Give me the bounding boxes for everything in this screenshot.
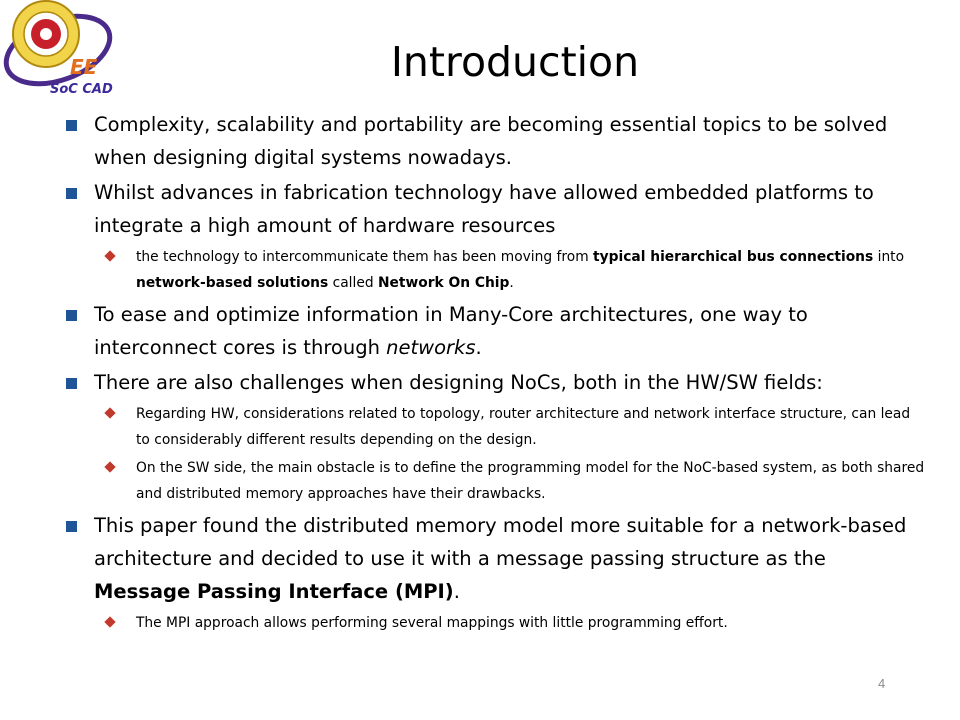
slide-title: Introduction xyxy=(390,38,640,86)
bullet-text: Complexity, scalability and portability are becoming essential topics to be solved when designing digital systems nowadays. xyxy=(94,113,888,169)
diamond-bullet-icon xyxy=(104,407,115,418)
page-number: 4 xyxy=(878,676,886,691)
bullet-item xyxy=(66,298,926,364)
bullet-text: There are also challenges when designing NoCs, both in the HW/SW fields: xyxy=(94,371,823,394)
bullet-item xyxy=(66,366,926,399)
square-bullet-icon xyxy=(66,310,77,321)
sub-bullet-text: The MPI approach allows performing several mappings with little programming effort. xyxy=(136,615,728,631)
logo-soc-cad-text: SoC CAD xyxy=(50,82,113,97)
square-bullet-icon xyxy=(66,120,77,131)
logo-ee-text: EE xyxy=(70,55,98,79)
bullet-item xyxy=(66,108,926,174)
diamond-bullet-icon xyxy=(104,616,115,627)
square-bullet-icon xyxy=(66,521,77,532)
bullet-item xyxy=(66,509,926,608)
bullet-text: Whilst advances in fabrication technology have allowed embedded platforms to integrate a high amount of hardware resources xyxy=(94,181,874,237)
bullet-item xyxy=(66,176,926,242)
sub-bullet-text: Regarding HW, considerations related to topology, router architecture and network interface structure, can lead to considerably different results depending on the design. xyxy=(136,406,911,448)
sub-bullet-item xyxy=(66,455,926,507)
diamond-bullet-icon xyxy=(104,250,115,261)
square-bullet-icon xyxy=(66,188,77,199)
square-bullet-icon xyxy=(66,378,77,389)
sub-bullet-item xyxy=(66,244,926,296)
sub-bullet-item xyxy=(66,401,926,453)
sub-bullet-item xyxy=(66,610,926,636)
sub-bullet-text: On the SW side, the main obstacle is to define the programming model for the NoC-based system, as both shared and distributed memory approaches have their drawbacks. xyxy=(136,460,925,502)
sub-bullet-text: the technology to intercommunicate them has been moving from typical hierarchical bus connections into network-based solutions called Network On Chip. xyxy=(136,249,905,291)
bullet-list xyxy=(66,108,926,638)
bullet-text: This paper found the distributed memory model more suitable for a network-based architecture and decided to use it with a message passing structure as the Message Passing Interface (MPI). xyxy=(94,514,907,603)
bullet-text: To ease and optimize information in Many-Core architectures, one way to interconnect cores is through networks. xyxy=(94,303,808,359)
diamond-bullet-icon xyxy=(104,461,115,472)
